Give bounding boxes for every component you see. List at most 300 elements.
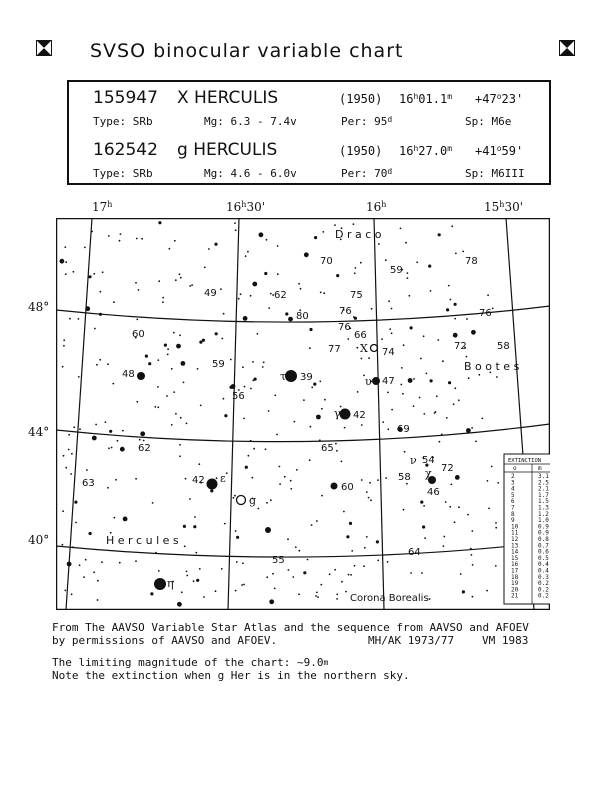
comparison-label: 59: [212, 359, 225, 370]
field-star: [454, 303, 457, 306]
comparison-label: 76: [479, 308, 492, 319]
field-star: [471, 330, 476, 335]
extinction-cell: 0.9: [538, 529, 549, 537]
field-star: [451, 225, 453, 227]
star-info-box: [67, 80, 551, 185]
field-star: [97, 599, 99, 601]
extinction-cell: 1.2: [538, 510, 549, 518]
field-star: [247, 251, 249, 253]
field-star: [478, 374, 480, 376]
field-star: [311, 387, 313, 389]
field-star: [298, 593, 300, 595]
field-star: [471, 427, 473, 429]
field-star: [194, 516, 196, 518]
comparison-label: 72: [454, 341, 467, 352]
dec-grid-line: [56, 424, 550, 442]
footer-extinction-note: Note the extinction when g Her is in the northern sky.: [52, 669, 410, 682]
field-star: [74, 501, 77, 504]
field-star: [75, 522, 77, 524]
extinction-cell: 0.4: [538, 561, 549, 569]
field-star: [69, 318, 71, 320]
field-star: [180, 277, 182, 279]
field-star: [428, 265, 431, 268]
field-star: [181, 361, 186, 366]
field-star: [323, 292, 325, 294]
field-star: [236, 561, 238, 563]
field-star: [136, 319, 138, 321]
field-star: [423, 505, 425, 507]
dec-label: 40°: [28, 533, 50, 547]
field-star: [89, 532, 92, 535]
field-star: [111, 447, 113, 449]
field-star: [238, 298, 240, 300]
field-star: [382, 421, 384, 423]
hourglass-icon: [36, 40, 52, 56]
field-star: [157, 359, 159, 361]
field-star: [407, 277, 409, 279]
field-star: [349, 522, 352, 525]
field-star: [324, 399, 326, 401]
field-star: [265, 448, 267, 450]
field-star: [481, 418, 483, 420]
field-star: [65, 467, 67, 469]
extinction-cell: 0.8: [538, 536, 549, 543]
extinction-cell: 0.5: [538, 554, 549, 562]
field-star: [391, 308, 393, 310]
variable-x-her: [371, 345, 378, 352]
field-star: [173, 391, 175, 393]
field-star: [336, 598, 338, 600]
comparison-label: 49: [204, 288, 217, 299]
field-star: [462, 590, 465, 593]
field-star: [410, 326, 413, 329]
ra-label: 16$^h$: [366, 200, 387, 214]
field-star: [316, 415, 321, 420]
extinction-cell: 6: [511, 498, 515, 506]
extinction-cell: 0.7: [538, 542, 549, 550]
star-type: Type: SRb: [93, 115, 153, 128]
field-star: [298, 550, 300, 552]
field-star: [252, 361, 254, 363]
field-star: [257, 508, 259, 510]
page-title: SVSO binocular variable chart: [90, 40, 404, 62]
field-star: [466, 428, 471, 433]
field-star: [369, 482, 371, 484]
star-period: Per: 70$^d$: [341, 167, 393, 180]
star-name: X HERCULIS: [177, 88, 279, 108]
star-period: Per: 95$^d$: [341, 115, 393, 128]
field-star: [243, 316, 248, 321]
field-star: [71, 453, 73, 455]
field-star: [191, 284, 193, 286]
field-star: [406, 483, 408, 485]
field-star: [199, 568, 201, 570]
field-star: [135, 282, 137, 284]
comparison-label: 63: [82, 478, 95, 489]
field-star: [449, 506, 451, 508]
star-designation: 162542: [93, 140, 158, 160]
field-star: [269, 599, 274, 604]
field-star: [60, 259, 65, 264]
field-star: [183, 382, 185, 384]
extinction-cell: 1.5: [538, 498, 549, 506]
field-star: [370, 499, 372, 501]
field-star: [422, 525, 425, 528]
field-star: [88, 275, 91, 278]
field-star: [250, 388, 252, 390]
extinction-cell: 9: [511, 517, 515, 525]
footer-permission: by permissions of AAVSO and AFOEV.: [52, 634, 278, 647]
comparison-label: 66: [354, 330, 367, 341]
field-star: [344, 427, 346, 429]
field-star: [185, 478, 187, 480]
field-star: [221, 338, 223, 340]
field-star: [93, 571, 95, 573]
field-star: [292, 576, 294, 578]
field-star: [471, 530, 473, 532]
star-letter: ν: [410, 454, 417, 467]
star-eta: [154, 578, 166, 590]
field-star: [167, 348, 169, 350]
extinction-cell: 18: [511, 573, 519, 581]
field-star: [454, 318, 456, 320]
field-star: [257, 333, 259, 335]
field-star: [100, 291, 102, 293]
field-star: [277, 273, 279, 275]
extinction-cell: 2.5: [538, 479, 549, 487]
field-star: [420, 358, 422, 360]
field-star: [95, 424, 97, 426]
field-star: [434, 412, 436, 414]
field-star: [361, 479, 363, 481]
field-star: [176, 344, 181, 349]
field-star: [381, 338, 383, 340]
field-star: [443, 545, 445, 547]
field-star: [316, 592, 318, 594]
field-star: [363, 565, 365, 567]
star-designation: 155947: [93, 88, 158, 108]
field-star: [94, 328, 96, 330]
field-star: [259, 232, 264, 237]
field-star: [319, 439, 321, 441]
field-star: [105, 421, 107, 423]
star-dec: $+41^o59'$: [475, 144, 524, 158]
ra-grid-line: [374, 218, 384, 610]
field-star: [63, 345, 65, 347]
field-star: [169, 248, 171, 250]
field-star: [83, 576, 85, 578]
field-star: [423, 413, 425, 415]
hourglass-icon: [559, 40, 575, 56]
field-star: [73, 426, 75, 428]
field-star: [242, 366, 244, 368]
constellation-label: Corona Borealis: [350, 593, 429, 604]
field-star: [136, 401, 138, 403]
field-star: [279, 483, 281, 485]
field-star: [345, 591, 347, 593]
field-star: [186, 423, 188, 425]
ra-label: 16$^h$30': [226, 200, 266, 214]
field-star: [388, 300, 390, 302]
field-star: [491, 466, 493, 468]
extinction-cell: 0.4: [538, 567, 549, 575]
extinction-cell: 15: [511, 554, 519, 562]
extinction-cell: 16: [511, 561, 519, 569]
comparison-label: 69: [397, 424, 410, 435]
field-star: [410, 572, 412, 574]
field-star: [277, 245, 279, 247]
field-star: [73, 271, 75, 273]
field-star: [445, 501, 447, 503]
field-star: [472, 564, 474, 566]
field-star: [486, 590, 488, 592]
field-star: [364, 547, 366, 549]
ra-grid-line: [228, 218, 239, 610]
field-star: [314, 236, 317, 239]
field-star: [155, 552, 157, 554]
comparison-label: 76: [338, 322, 351, 333]
field-star: [204, 267, 206, 269]
field-star: [309, 347, 311, 349]
field-star: [122, 430, 124, 432]
field-star: [400, 228, 402, 230]
field-star: [166, 395, 168, 397]
field-star: [487, 294, 489, 296]
field-star: [450, 484, 452, 486]
comparison-label: 42: [192, 475, 205, 486]
star-upsilon: [372, 377, 380, 385]
field-star: [158, 570, 160, 572]
field-star: [437, 339, 439, 341]
field-star: [468, 377, 470, 379]
field-star: [120, 447, 125, 452]
field-star: [139, 439, 141, 441]
field-star: [78, 318, 80, 320]
field-star: [446, 417, 448, 419]
field-star: [99, 313, 102, 316]
field-star: [402, 393, 404, 395]
extinction-cell: 0.6: [538, 548, 549, 556]
field-star: [378, 243, 380, 245]
field-star: [117, 440, 119, 442]
field-star: [96, 364, 98, 366]
star-letter: τ: [280, 370, 287, 383]
field-star: [215, 332, 218, 335]
extinction-cell: 19: [511, 580, 519, 588]
field-star: [158, 221, 161, 224]
footer-credit: MH/AK 1973/77: [368, 634, 455, 647]
field-star: [264, 272, 267, 275]
field-star: [413, 405, 415, 407]
field-star: [162, 301, 164, 303]
star-epoch: (1950): [339, 92, 383, 106]
field-star: [254, 378, 257, 381]
field-star: [143, 440, 145, 442]
field-star: [138, 289, 140, 291]
field-star: [430, 290, 432, 292]
field-star: [67, 562, 72, 567]
field-star: [62, 544, 64, 546]
dec-label: 44°: [28, 425, 50, 439]
field-star: [274, 395, 276, 397]
extinction-cell: 4: [511, 485, 515, 493]
field-star: [63, 339, 65, 341]
field-star: [446, 308, 449, 311]
field-star: [354, 317, 357, 320]
extinction-cell: 0.2: [538, 592, 549, 600]
field-star: [123, 517, 128, 522]
star-magnitude: Mg: 6.3 - 7.4v: [204, 115, 297, 128]
star-dec: $+47^o23'$: [475, 92, 524, 106]
field-star: [245, 466, 248, 469]
field-star: [285, 312, 288, 315]
field-star: [252, 282, 257, 287]
field-star: [241, 584, 243, 586]
star-42: [265, 527, 271, 533]
field-star: [361, 358, 363, 360]
field-star: [113, 517, 115, 519]
field-star: [224, 414, 227, 417]
field-star: [203, 596, 205, 598]
extinction-cell: 17: [511, 567, 519, 575]
field-star: [420, 501, 423, 504]
field-star: [91, 231, 93, 233]
field-star: [140, 431, 145, 436]
field-star: [68, 434, 70, 436]
field-star: [315, 595, 317, 597]
field-star: [290, 480, 292, 482]
field-star: [458, 506, 460, 508]
field-star: [202, 339, 205, 342]
field-star: [351, 550, 353, 552]
field-star: [350, 574, 352, 576]
field-star: [441, 434, 443, 436]
field-star: [453, 403, 455, 405]
field-star: [341, 461, 343, 463]
field-star: [189, 498, 191, 500]
field-star: [401, 367, 403, 369]
field-star: [313, 383, 316, 386]
field-star: [119, 562, 121, 564]
field-star: [366, 536, 368, 538]
field-star: [455, 475, 460, 480]
field-star: [391, 409, 393, 411]
field-star: [377, 479, 379, 481]
field-star: [495, 565, 497, 567]
field-star: [266, 576, 268, 578]
comparison-label: 59: [390, 265, 403, 276]
field-star: [387, 561, 389, 563]
star-48: [137, 372, 145, 380]
field-star: [336, 274, 339, 277]
extinction-title: EXTINCTION: [508, 458, 542, 464]
field-star: [467, 514, 469, 516]
field-star: [391, 332, 393, 334]
extinction-cell: 0.2: [538, 580, 549, 588]
field-star: [109, 430, 112, 433]
field-star: [186, 571, 188, 573]
field-star: [329, 573, 331, 575]
field-star: [107, 363, 109, 365]
field-star: [226, 472, 228, 474]
field-star: [454, 387, 456, 389]
extinction-cell: 5: [511, 491, 515, 499]
star-letter: ε: [220, 472, 226, 485]
comparison-label: 47: [382, 376, 395, 387]
field-star: [413, 378, 415, 380]
field-star: [68, 449, 70, 451]
field-star: [62, 366, 64, 368]
field-star: [471, 554, 473, 556]
field-star: [62, 510, 64, 512]
star-letter: X: [360, 342, 368, 355]
field-star: [216, 477, 218, 479]
field-star: [120, 233, 122, 235]
field-star: [430, 379, 433, 382]
field-star: [119, 240, 121, 242]
ra-label: 15$^h$30': [484, 200, 524, 214]
field-star: [97, 580, 99, 582]
field-star: [321, 495, 323, 497]
field-star: [141, 238, 143, 240]
field-star: [303, 571, 306, 574]
field-star: [270, 499, 272, 501]
field-star: [466, 356, 468, 358]
field-star: [405, 242, 407, 244]
field-star: [290, 488, 292, 490]
field-star: [341, 581, 343, 583]
field-star: [208, 248, 210, 250]
comparison-label: 58: [497, 341, 510, 352]
extinction-cell: 2: [511, 473, 515, 480]
field-star: [85, 559, 87, 561]
field-star: [64, 246, 66, 248]
field-star: [311, 524, 313, 526]
extinction-cell: 14: [511, 548, 519, 556]
field-star: [346, 535, 349, 538]
field-star: [272, 573, 274, 575]
field-star: [492, 308, 494, 310]
field-star: [113, 301, 115, 303]
constellation-label: D r a c o: [335, 228, 382, 241]
field-star: [385, 477, 387, 479]
field-star: [236, 536, 239, 539]
field-star: [179, 334, 181, 336]
comparison-label: 64: [408, 547, 421, 558]
field-star: [321, 408, 323, 410]
field-star: [455, 253, 457, 255]
field-star: [177, 602, 182, 607]
field-star: [400, 384, 402, 386]
field-star: [466, 318, 468, 320]
field-star: [438, 233, 441, 236]
field-star: [424, 537, 426, 539]
field-star: [65, 261, 67, 263]
field-star: [309, 328, 312, 331]
star-spectrum: Sp: M6e: [465, 115, 512, 128]
extinction-cell: 8: [511, 510, 515, 518]
field-star: [64, 590, 66, 592]
field-star: [92, 436, 97, 441]
field-star: [288, 317, 293, 322]
field-star: [298, 283, 300, 285]
field-star: [173, 332, 175, 334]
field-star: [107, 487, 109, 489]
comparison-label: 55: [272, 555, 285, 566]
field-star: [496, 376, 498, 378]
ra-label: 17$^h$: [92, 200, 113, 214]
field-star: [235, 590, 237, 592]
